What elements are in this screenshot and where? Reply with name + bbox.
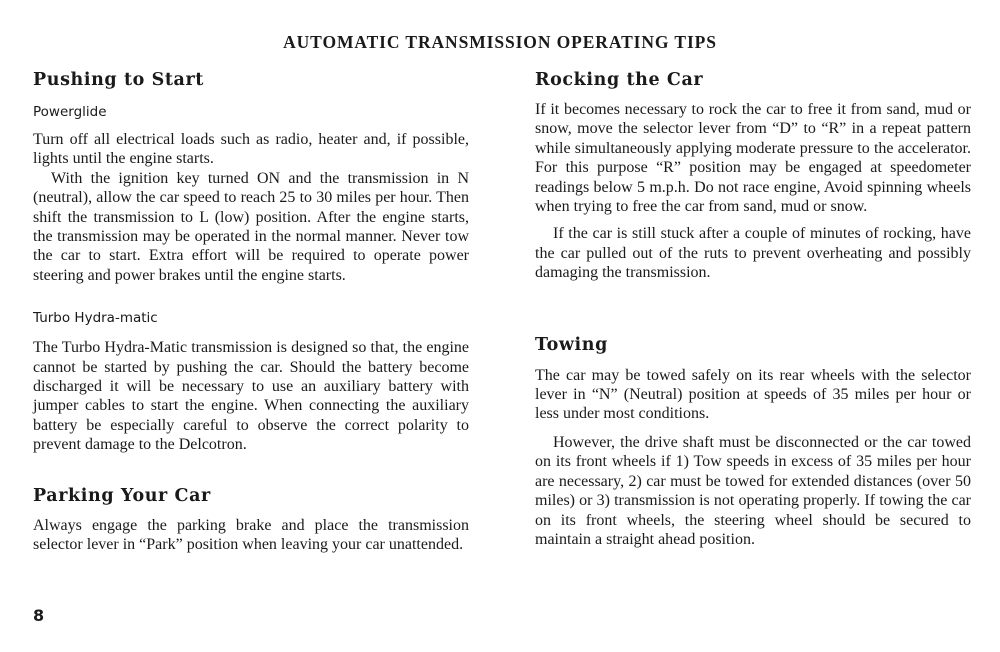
rocking-paragraph-1: If it becomes necessary to rock the car to free it from sand, mud or snow, move the selector lever from “D” to “R” in a repeat pattern while simultaneously applying moderate pressure to the accelerator. For this purpose “R” position may be engaged at speedometer readings below 5 m.p.h. Do not race engine, Avoid spinning wheels when trying to free the car from sand, mud or snow. [535,101,971,216]
towing-heading: Towing [535,334,608,355]
parking-your-car-heading: Parking Your Car [33,485,211,506]
powerglide-subheading: Powerglide [33,104,107,120]
page-number: 8 [33,606,45,625]
pushing-to-start-heading: Pushing to Start [33,70,204,90]
towing-paragraph-1: The car may be towed safely on its rear wheels with the selector lever in “N” (Neutral) position at speeds of 35 miles per hour or less under most conditions. [535,366,971,423]
right-column [535,70,971,549]
turbo-hydramatic-subheading: Turbo Hydra-matic [33,310,158,327]
turbo-hydramatic-paragraph: The Turbo Hydra-Matic transmission is designed so that, the engine cannot be started by pushing the car. Should the battery become discharged it will be necessary to use an auxiliary battery with jumper cables to start the engine. When connecting the auxiliary battery be especially careful to observe the correct polarity to prevent damage to the Delcotron. [33,339,469,454]
powerglide-paragraph-2: With the ignition key turned ON and the transmission in N (neutral), allow the car speed to reach 25 to 30 miles per hour. Then shift the transmission to L (low) position. After the engine starts, the transmission may be operated in the normal manner. Never tow the car to start. Extra effort will be required to operate power steering and power brakes until the engine starts. [33,169,469,284]
powerglide-paragraph-1: Turn off all electrical loads such as radio, heater and, if possible, lights until the engine starts. [33,131,469,168]
rocking-the-car-heading: Rocking the Car [535,70,704,90]
towing-paragraph-2: However, the drive shaft must be disconnected or the car towed on its front wheels if 1) Tow speeds in excess of 35 miles per hour are necessary, 2) car must be towed for extended distances (over 50 miles) or 3) transmission is not operating properly. If towing the car on its front wheels, the steering wheel should be secured to maintain a straight ahead position. [535,433,971,548]
left-column [33,70,469,555]
rocking-paragraph-2: If the car is still stuck after a couple of minutes of rocking, have the car pulled out of the ruts to prevent overheating and possibly damaging the transmission. [535,225,971,282]
page-title: AUTOMATIC TRANSMISSION OPERATING TIPS [283,32,717,52]
parking-paragraph: Always engage the parking brake and place the transmission selector lever in “Park” position when leaving your car unattended. [33,516,469,554]
